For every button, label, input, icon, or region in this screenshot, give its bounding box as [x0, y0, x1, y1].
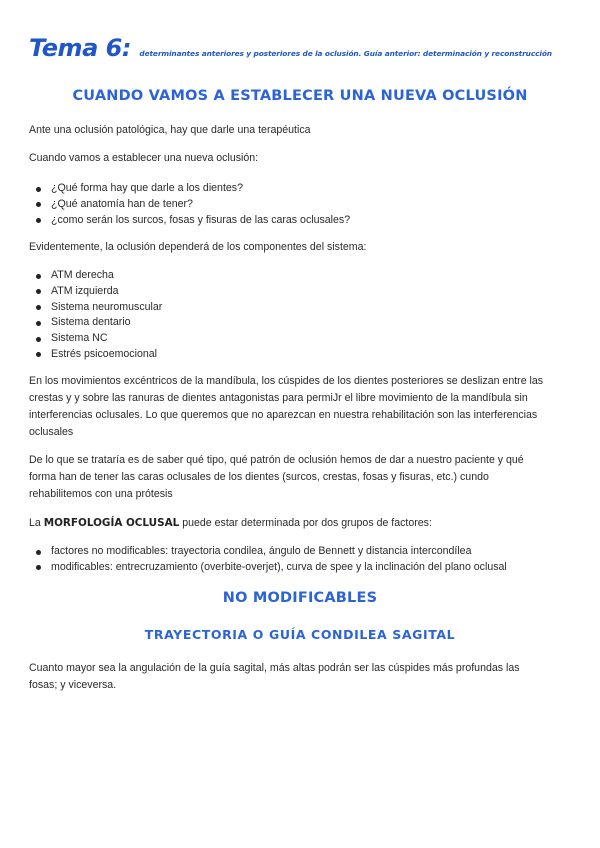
bullet-icon — [36, 550, 41, 555]
paragraph-occlusal-morphology: La MORFOLOGÍA OCLUSAL puede estar determinada por dos grupos de factores: — [29, 517, 432, 529]
paragraph-components-intro: Evidentemente, la oclusión dependerá de los componentes del sistema: — [29, 241, 367, 253]
paragraph-sagittal-guide: Cuanto mayor sea la angulación de la guía sagital, más altas podrán ser las cúspides más profundas las fosas; y viceversa. — [29, 662, 520, 691]
bullet-icon — [36, 565, 41, 570]
list-item: ATM derecha — [29, 268, 579, 284]
subsection-heading-condylar-guide: TRAYECTORIA O GUÍA CONDILEA SAGITAL — [144, 627, 456, 642]
section-heading-non-modifiable: NO MODIFICABLES — [222, 590, 378, 606]
bullet-icon — [36, 305, 41, 310]
bullet-icon — [36, 218, 41, 223]
document-header — [29, 34, 589, 62]
bullet-icon — [36, 352, 41, 357]
paragraph-excentric-movements: En los movimientos excéntricos de la mandíbula, los cúspides de los dientes posteriores se deslizan entre las crestas y y sobre las ranuras de dientes antagonistas para permiJr el libre movimiento de la mandíbula sin interferencias oclusales. Lo que queremos que no aparezcan en nuestra rehabilitación son las interferencias oclusales — [29, 375, 544, 438]
topic-subtitle: determinantes anteriores y posteriores de la oclusión. Guía anterior: determinación y reconstrucción — [139, 49, 552, 58]
list-item: ATM izquierda — [29, 284, 579, 300]
list-item: Sistema neuromuscular — [29, 300, 579, 316]
bullet-icon — [36, 187, 41, 192]
list-item: ¿Qué forma hay que darle a los dientes? — [29, 181, 579, 197]
list-item: modificables: entrecruzamiento (overbite-overjet), curva de spee y la inclinación del plano oclusal — [29, 560, 579, 576]
paragraph-occlusion-pattern: De lo que se trataría es de saber qué tipo, qué patrón de oclusión hemos de dar a nuestro paciente y qué forma han de tener las caras oclusales de los dientes (surcos, crestas, fosas y fisuras, etc.) cundo rehabilitemos con una prótesis — [29, 454, 524, 500]
bullet-icon — [36, 289, 41, 294]
topic-number: Tema 6: — [29, 34, 131, 62]
questions-list — [29, 181, 579, 228]
components-list — [29, 268, 579, 363]
bullet-icon — [36, 274, 41, 279]
bullet-icon — [36, 337, 41, 342]
list-item: Estrés psicoemocional — [29, 347, 579, 363]
list-item: factores no modificables: trayectoria condilea, ángulo de Bennett y distancia intercondílea — [29, 544, 579, 560]
paragraph-establish: Cuando vamos a establecer una nueva oclusión: — [29, 152, 259, 164]
list-item: ¿como serán los surcos, fosas y fisuras de las caras oclusales? — [29, 213, 579, 229]
factors-list — [29, 544, 579, 576]
list-item: Sistema NC — [29, 331, 579, 347]
bullet-icon — [36, 202, 41, 207]
bullet-icon — [36, 321, 41, 326]
list-item: ¿Qué anatomía han de tener? — [29, 197, 579, 213]
section-heading-new-occlusion: CUANDO VAMOS A ESTABLECER UNA NUEVA OCLUSIÓN — [72, 88, 528, 104]
paragraph-intro: Ante una oclusión patológica, hay que darle una terapéutica — [29, 124, 311, 136]
occlusal-morphology-term: MORFOLOGÍA OCLUSAL — [43, 517, 180, 529]
list-item: Sistema dentario — [29, 315, 579, 331]
